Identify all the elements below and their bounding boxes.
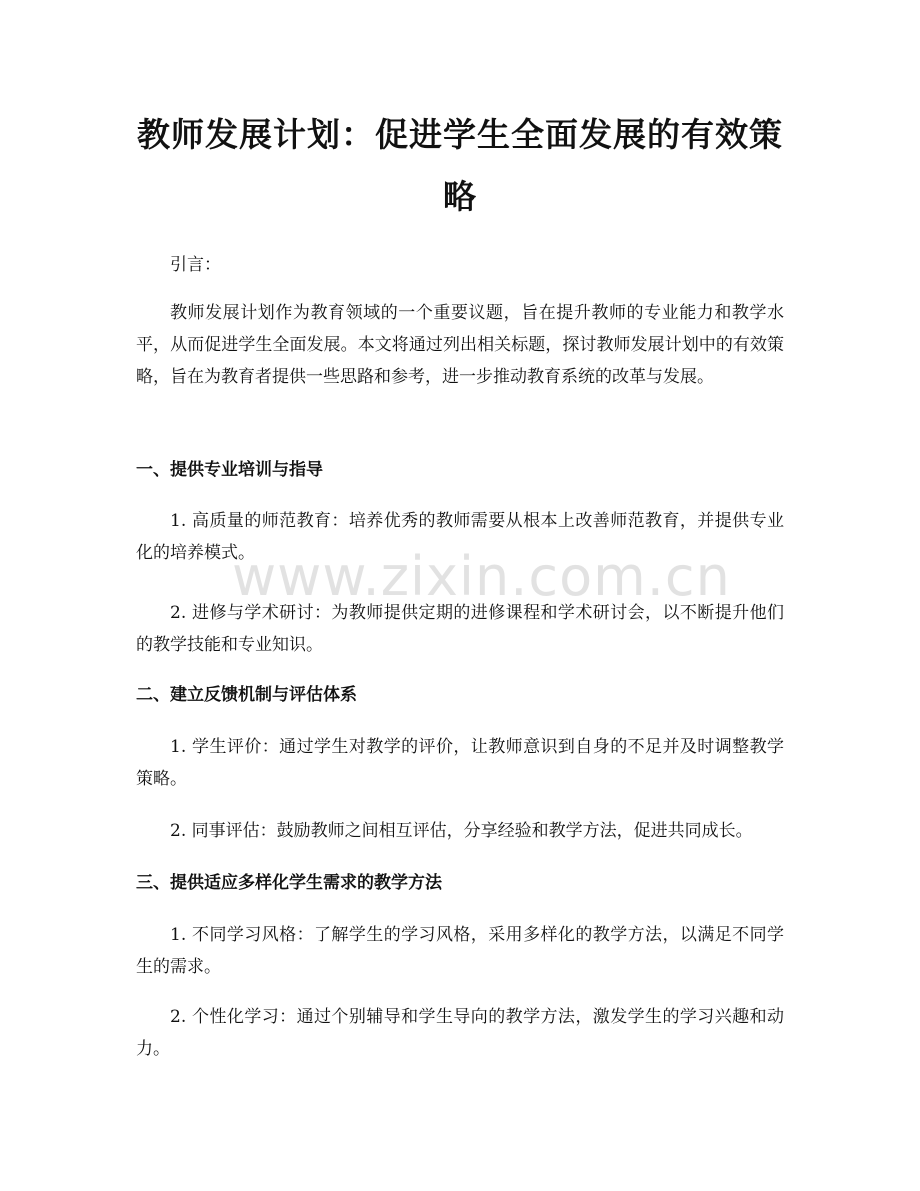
intro-label: 引言： xyxy=(170,255,221,275)
section-heading-1: 一、提供专业培训与指导 xyxy=(136,460,323,480)
watermark: www.zixin.com.cn xyxy=(232,545,731,608)
section-1-item-1: 1. 高质量的师范教育：培养优秀的教师需要从根本上改善师范教育，并提供专业化的培养模式。 xyxy=(136,511,784,563)
document-title: 教师发展计划：促进学生全面发展的有效策略 xyxy=(137,115,783,216)
section-3-item-2: 2. 个性化学习：通过个别辅导和学生导向的教学方法，激发学生的学习兴趣和动力。 xyxy=(136,1007,784,1059)
section-heading-3: 三、提供适应多样化学生需求的教学方法 xyxy=(136,873,442,893)
section-2-item-2: 2. 同事评估：鼓励教师之间相互评估，分享经验和教学方法，促进共同成长。 xyxy=(170,821,753,841)
section-1-item-2: 2. 进修与学术研讨：为教师提供定期的进修课程和学术研讨会，以不断提升他们的教学技能和专业知识。 xyxy=(136,603,784,655)
section-heading-2: 二、建立反馈机制与评估体系 xyxy=(136,685,357,705)
section-3-item-1: 1. 不同学习风格：了解学生的学习风格，采用多样化的教学方法，以满足不同学生的需求。 xyxy=(136,925,784,977)
section-2-item-1: 1. 学生评价：通过学生对教学的评价，让教师意识到自身的不足并及时调整教学策略。 xyxy=(136,737,784,789)
intro-paragraph: 教师发展计划作为教育领域的一个重要议题，旨在提升教师的专业能力和教学水平，从而促进学生全面发展。本文将通过列出相关标题，探讨教师发展计划中的有效策略，旨在为教育者提供一些思路和参考，进一步推动教育系统的改革与发展。 xyxy=(136,303,784,387)
